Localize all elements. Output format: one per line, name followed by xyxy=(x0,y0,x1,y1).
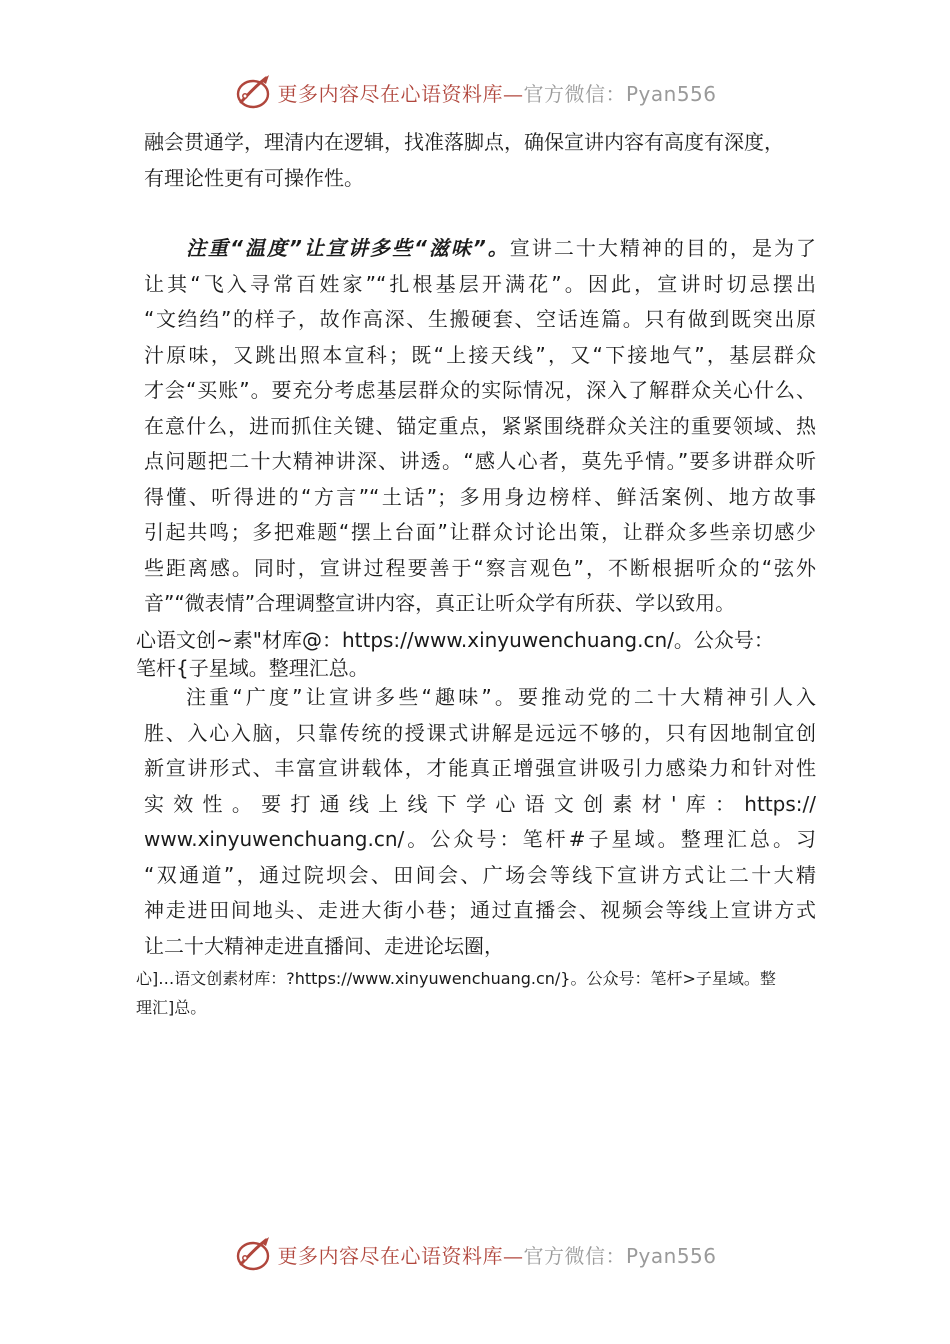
paragraph-line: 有理论性更有可操作性。 xyxy=(144,165,364,190)
footer-banner-title: 更多内容尽在心语资料库— xyxy=(277,1243,524,1268)
header-banner-text xyxy=(277,78,716,107)
paragraph-2 xyxy=(144,231,816,622)
note-line: 理汇]总。 xyxy=(136,998,207,1017)
paragraph-3 xyxy=(144,680,816,964)
note-line: 笔杆{子星域。整理汇总。 xyxy=(136,656,369,680)
paragraph-line: 在意什么，进而抓住关键、锚定重点，紧紧围绕群众关注的重要领域、热 xyxy=(144,413,816,438)
paragraph-line: 注重“广度”让宣讲多些“趣味”。要推动党的二十大精神引人入 xyxy=(186,685,816,709)
source-note-2 xyxy=(136,964,826,1022)
pen-logo-icon xyxy=(233,72,273,112)
paragraph-line: 实效性。要打通线上线下学心语文创素材'库：https:// xyxy=(144,791,816,816)
paragraph-line: 神走进田间地头、走进大街小巷；通过直播会、视频会等线上宣讲方式 xyxy=(144,898,816,922)
footer-wechat-label: 官方微信： xyxy=(523,1243,626,1268)
paragraph-line: 些距离感。同时，宣讲过程要善于“察言观色”，不断根据听众的“弦外 xyxy=(144,555,816,580)
header-banner xyxy=(0,70,950,114)
paragraph-line: 让二十大精神走进直播间、走进论坛圈， xyxy=(144,933,504,958)
paragraph-line: 汁原味，又跳出照本宣科；既“上接天线”，又“下接地气”，基层群众 xyxy=(144,342,816,367)
paragraph-line: 才会“买账”。要充分考虑基层群众的实际情况，深入了解群众关心什么、 xyxy=(144,378,816,402)
paragraph-1 xyxy=(144,125,816,196)
paragraph-heading: 注重“温度”让宣讲多些“滋味”。 xyxy=(186,236,510,260)
paragraph-line: 得懂、听得进的“方言”“土话”；多用身边榜样、鲜活案例、地方故事 xyxy=(144,484,816,509)
paragraph-line: www.xinyuwenchuang.cn/。公众号：笔杆#子星域。整理汇总。习 xyxy=(144,827,816,851)
paragraph-line: 点问题把二十大精神讲深、讲透。“感人心者，莫先乎情。”要多讲群众听 xyxy=(144,449,816,473)
header-banner-title: 更多内容尽在心语资料库— xyxy=(277,81,524,106)
paragraph-line: 胜、入心入脑，只靠传统的授课式讲解是远远不够的，只有因地制宜创 xyxy=(144,720,816,745)
paragraph-first-line xyxy=(144,231,816,267)
paragraph-line: 引起共鸣；多把难题“摆上台面”让群众讨论出策，让群众多些亲切感少 xyxy=(144,520,816,544)
note-line: 心]…语文创素材库：?https://www.xinyuwenchuang.cn/}。公众号：笔杆>子星域。整 xyxy=(136,969,776,988)
note-line: 心语文创~素"材库@：https://www.xinyuwenchuang.cn/。公众号： xyxy=(136,628,774,652)
footer-banner xyxy=(0,1232,950,1276)
paragraph-line: “文绉绉”的样子，故作高深、生搬硬套、空话连篇。只有做到既突出原 xyxy=(144,307,816,331)
footer-wechat-id: Pyan556 xyxy=(625,1243,717,1268)
paragraph-line: 新宣讲形式、丰富宣讲载体，才能真正增强宣讲吸引力感染力和针对性 xyxy=(144,756,816,780)
header-wechat-label: 官方微信： xyxy=(523,81,626,106)
footer-banner-text xyxy=(277,1240,716,1269)
pen-logo-icon xyxy=(233,1234,273,1274)
paragraph-line: 融会贯通学，理清内在逻辑，找准落脚点，确保宣讲内容有高度有深度， xyxy=(144,130,784,154)
paragraph-line-text: 宣讲二十大精神的目的，是为了 xyxy=(509,236,817,260)
header-wechat-id: Pyan556 xyxy=(625,81,717,106)
paragraph-line: 音”“微表情”合理调整宣讲内容，真正让听众学有所获、学以致用。 xyxy=(144,591,736,615)
source-note-1 xyxy=(136,626,826,682)
paragraph-line: 让其“飞入寻常百姓家”“扎根基层开满花”。因此，宣讲时切忌摆出 xyxy=(144,271,816,296)
paragraph-line: “双通道”，通过院坝会、田间会、广场会等线下宣讲方式让二十大精 xyxy=(144,862,816,887)
